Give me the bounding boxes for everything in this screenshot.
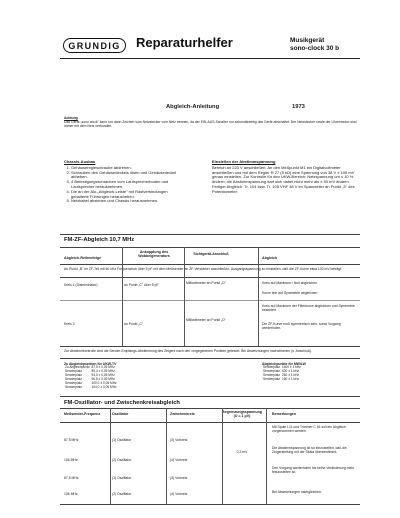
ab-value: 160 ± 1 kHz xyxy=(282,376,300,381)
fmosc-col-u: Begrenzungsspannung (U = 1 μV) xyxy=(222,410,262,419)
fmosc-row-zk: (4) Vorkreis xyxy=(170,492,188,496)
chassis-step: 5. Netzkabel abziehen und Chassis herausnehmen. xyxy=(71,199,186,204)
ab-value: 100,0 ± 0,05 MHz xyxy=(91,380,117,385)
fmzf-row-scope: Millivoltmeter an Punkt „D" xyxy=(186,318,226,322)
weckzeit-section xyxy=(212,160,362,195)
ab-label: Zu Abgleichpunkt xyxy=(65,365,90,370)
fmzf-row-adjust: Kurve fein auf Symmetrie abgleichen xyxy=(262,291,318,295)
intro-heading: Achtung xyxy=(64,116,78,120)
fmosc-col-zk: Zwischenkreis xyxy=(170,412,195,416)
ab-label: Senderplatz xyxy=(263,369,281,373)
fmzf-row-step: Kreis 3 xyxy=(64,322,75,326)
chassis-step: 2. Schrauben des Gehäusedeckels lösen und Gehäusedeckel abheben. xyxy=(71,171,186,181)
weckzeit-text: Bereich an 223 V anschließen. An den Meßpunkt M1 ein Digitalvoltmeter anschließen und mit dem Regler R 27 (5 kΩ) eine Spannung von 38 V ± 100 mV genau einstellen. Zur Kontrolle für den UKW-Bereich: Netzspannung um ± 10 % ändern; die Abstimmspannung darf sich dabei nicht mehr als ± 50 mV ändern. Fertiger Abgleich: Tr. 104 bzw. Tr. 105 VHF 38 V im Spannteiler an Punkt „3" des Potentiometer. xyxy=(212,164,355,194)
ab-label: Senderplatz xyxy=(263,365,281,370)
chassis-steps xyxy=(64,166,186,204)
fmzf-footer: Zur Abstimmkontrolle wird die Sender-Empfangs-Abstimmung des Zeigers nach den vorgegebenen Punkten getestet. Bei Abweichungen nachstimmen (s. Anschluß). xyxy=(64,349,312,353)
fmosc-row-zk: (3) Vorkreis xyxy=(170,438,188,442)
ab-table-right xyxy=(262,362,360,382)
fmosc-row-osc: (2) Oszillator xyxy=(112,458,132,462)
fmosc-col-note: Bemerkungen xyxy=(272,412,296,416)
fmosc-row-note: Den Vorgang wiederholen bis keine Veränderung mehr festzustellen ist. xyxy=(272,466,355,475)
intro-text: Das Gerät „sono clock" kann nur dann Zeichen vom Netzstecker vom Netz trennen, da der EIN-AUS-Schalter nur sekundärseitig das Gerät abschaltet. Der Netzstecker sowie der Uhrenmotor sind immer mit dem Netz verbunden. xyxy=(64,120,357,129)
fmzf-row-step: Kreis 4 (Diskriminator) xyxy=(64,283,98,287)
doc-subtitle: Abgleich-Anleitung xyxy=(166,104,220,110)
model-line-1: Musikgerät xyxy=(290,37,325,44)
fmosc-top-rule xyxy=(60,396,360,397)
fmosc-row-osc: (2) Oszillator xyxy=(112,492,132,496)
fmosc-col-rule xyxy=(166,408,167,504)
ab-value: 104,0 ± 0,05 MHz xyxy=(91,384,117,389)
fmzf-col-scope: Sichtgerät-Anschluß xyxy=(193,252,229,256)
table-row xyxy=(262,378,302,382)
chassis-step: 4. Die an der Alu-„Abgleich-Leiste" mit Rastverbindungen gehalterte Führungen herausheben. xyxy=(71,190,186,200)
fmzf-col-rule xyxy=(122,247,123,346)
ab-value: 260 ± 1 kHz xyxy=(282,372,300,377)
model-line-2: sono-clock 30 b xyxy=(290,45,340,52)
ab-value: 1400 ± 1 kHz xyxy=(282,365,301,370)
fmzf-row-divider xyxy=(60,300,360,301)
fmzf-rule-4 xyxy=(60,346,360,347)
fmosc-row-zk: (3) Vorkreis xyxy=(170,476,188,480)
table-row xyxy=(64,386,118,390)
ab-label: Senderplatz xyxy=(65,372,83,377)
fmzf-row-coupling: an Punkt „C" über 5 pF xyxy=(124,283,159,287)
fmosc-row-freq: 87,5 MHz xyxy=(64,476,79,480)
ab-label: Senderplatz xyxy=(65,376,83,381)
fmosc-row-osc: (1) Oszillator xyxy=(112,476,132,480)
ab-table-right-heading: Abgleichpunkte für MW/LW xyxy=(262,362,306,366)
fmzf-row-coupling: an Punkt „C" xyxy=(124,322,144,326)
intro-block xyxy=(64,116,360,128)
fmzf-top-rule xyxy=(60,234,360,235)
doc-year: 1973 xyxy=(292,104,305,110)
fmosc-col-freq: Meßsender-Frequenz xyxy=(64,412,101,416)
ab-value: 93,0 ± 0,05 MHz xyxy=(91,372,115,377)
fmzf-col-rule xyxy=(258,247,259,346)
fmzf-row-adjust: Kreis auf Maximum / Null abgleichen xyxy=(262,281,318,285)
ab-label: Senderplatz xyxy=(65,369,83,373)
ab-table-right-grid xyxy=(262,366,302,382)
fmzf-col-rule xyxy=(184,247,185,346)
grundig-logo xyxy=(63,38,126,53)
fmzf-row-scope: Millivoltmeter an Punkt „D" xyxy=(186,281,226,285)
fmosc-col-rule xyxy=(222,408,223,504)
fmosc-col-osc: Oszillator xyxy=(112,412,129,416)
ab-label: Senderplatz xyxy=(65,384,83,389)
ab-label: Senderplatz xyxy=(263,376,281,381)
ab-table-heading: Zu Abgleichpunkten für UKW-TV xyxy=(64,362,117,366)
fmosc-rule-2 xyxy=(60,422,360,423)
ab-label: Senderplatz xyxy=(65,380,83,385)
fmosc-col-rule xyxy=(266,408,267,504)
fmosc-row-zk: (4) Vorkreis xyxy=(170,458,188,462)
chassis-section xyxy=(64,160,186,204)
fmosc-row-note: Bei Abweichungen nachgleichen. xyxy=(272,490,322,494)
fmosc-row-freq: 106 MHz xyxy=(64,492,78,496)
fmosc-heading: FM-Oszillator- und Zwischenkreisabgleich xyxy=(64,400,180,406)
chassis-heading: Chassis-Ausbau xyxy=(64,159,96,164)
chassis-step: 3. 4 Befestigungsschrauben vom Lautsprecherboden und Lautsprecher herausnehmen. xyxy=(71,180,186,190)
chassis-step: 1. Gehäuseregleschraube abdrehen. xyxy=(71,166,186,171)
ab-label: Senderplatz xyxy=(263,372,281,377)
fmzf-note: An Punkt „B" im ZF-Teil mit 50 kHz Frequenzhub über 5 pF mit dem Meßsender an ZF-Verstärker anschließen, Ausgangsspannung so einstellen, daß die ZF-Kurve etwa 100 mV beträgt. xyxy=(64,267,343,271)
fmosc-row-note: Mit Spule L11 und Trimmer C 64 soll ein Abgleich vorgenommen werden. xyxy=(272,425,346,434)
fmzf-rule-3 xyxy=(60,277,360,278)
fmzf-rule-2 xyxy=(60,264,360,265)
fmosc-row-note: Die Abstimmspannung ist so einzustellen, daß die Zeigerstellung mit der Skala übereinstimmt. xyxy=(272,446,347,455)
fmosc-col-rule xyxy=(110,408,111,504)
fmzf-row-adjust: Kreis auf Maximum der Filterkurve abgleichen und Symmetrie beachten. xyxy=(262,304,355,313)
fmzf-row-adjust: Die ZF-Kurve muß symmetrisch sein, sonst Vorgang wiederholen. xyxy=(262,322,341,331)
ab-value: 96,5 ± 0,05 MHz xyxy=(91,376,115,381)
ab-value: 87,5 ± 0,05 MHz xyxy=(91,365,115,370)
fmosc-row-freq: 106 MHz xyxy=(64,458,78,462)
fmzf-col-adjust: Abgleich xyxy=(262,256,278,260)
brand-text: GRUNDIG xyxy=(68,40,121,51)
weckzeit-heading: Einstellen der Abstimmspannung xyxy=(212,159,276,164)
fmosc-rule-1 xyxy=(60,408,360,409)
model-name xyxy=(290,37,339,53)
fmosc-row-osc: (1) Oszillator xyxy=(112,438,132,442)
fmosc-row-u: 0,3 mV xyxy=(236,450,248,454)
ab-value: 600 ± 1 kHz xyxy=(282,369,300,373)
fmzf-col-coupling: Ankopplung des Wobbelgenerators xyxy=(138,250,170,259)
fmzf-rule-5 xyxy=(60,358,360,359)
ab-value: 89,4 ± 0,05 MHz xyxy=(91,369,115,373)
ab-table-left-grid xyxy=(64,366,118,389)
fmzf-heading: FM-ZF-Abgleich 10,7 MHz xyxy=(64,237,135,243)
fmzf-rule-1 xyxy=(60,247,360,248)
fmosc-bottom-rule xyxy=(60,504,360,505)
ab-table-left xyxy=(64,362,184,390)
fmosc-row-freq: 87,5 MHz xyxy=(64,438,79,442)
header-divider xyxy=(60,58,360,59)
fmzf-col-step: Abgleich-Reihenfolge xyxy=(64,256,101,260)
page-title: Reparaturhelfer xyxy=(136,35,233,50)
